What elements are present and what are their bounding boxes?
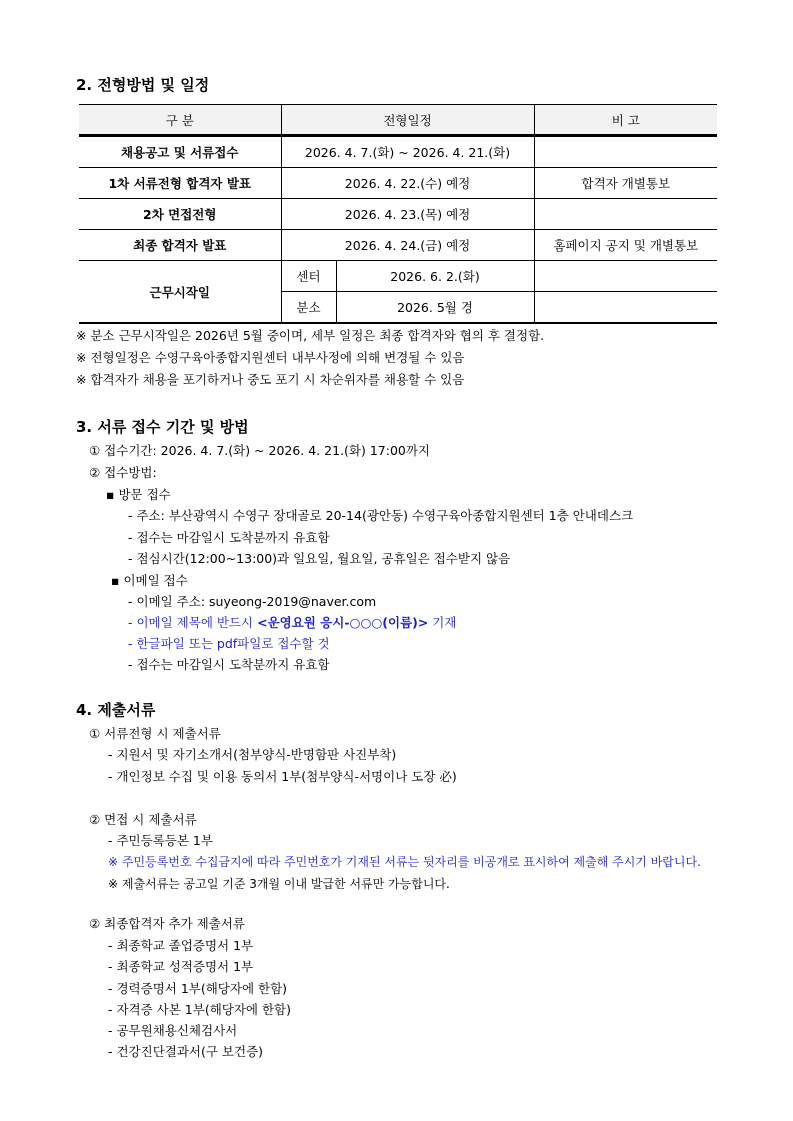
email-address: - 이메일 주소: suyeong-2019@naver.com [128,594,377,609]
header-category: 구 분 [79,105,281,136]
doc2-privacy-note: ※ 주민등록번호 수집금지에 따라 주민번호가 기재된 서류는 뒷자리를 비공개로 표시하여 제출해 주시기 바랍니다. [108,855,701,869]
table-row [79,168,717,199]
row-schedule: 2026. 4. 24.(금) 예정 [281,230,534,261]
start-label: 근무시작일 [79,261,281,324]
schedule-note-1: ※ 분소 근무시작일은 2026년 5월 중이며, 세부 일정은 최종 합격자와 협의 후 결정함. [76,328,545,343]
doc3-item: - 최종학교 졸업증명서 1부 [108,938,254,953]
section-2-title: 2. 전형방법 및 일정 [76,76,210,94]
section-3-title: 3. 서류 접수 기간 및 방법 [76,418,249,436]
doc3-title: ② 최종합격자 추가 제출서류 [89,916,245,931]
doc2-validity-note: ※ 제출서류는 공고일 기준 3개월 이내 발급한 서류만 가능합니다. [108,877,450,891]
application-method: ② 접수방법: [89,465,157,480]
header-schedule: 전형일정 [281,105,534,136]
doc3-item: - 자격증 사본 1부(해당자에 한함) [108,1002,292,1017]
start-date: 2026. 5월 경 [336,292,534,324]
email-title: ▪ 이메일 접수 [111,573,188,588]
email-subject-format: <운영요원 응시-○○○(이름)> [257,615,429,630]
start-note [534,292,717,324]
visit-address: - 주소: 부산광역시 수영구 장대골로 20-14(광안동) 수영구육아종합지원센터 1층 안내데스크 [128,508,634,523]
table-row [79,199,717,230]
visit-closed-hours: - 점심시간(12:00~13:00)과 일요일, 월요일, 공휴일은 접수받지 않음 [128,551,511,566]
row-label: 1차 서류전형 합격자 발표 [79,168,281,199]
header-note: 비 고 [534,105,717,136]
doc1-item: - 개인정보 수집 및 이용 동의서 1부(첨부양식-서명이나 도장 必) [108,769,457,784]
start-note [534,261,717,292]
row-label: 최종 합격자 발표 [79,230,281,261]
doc2-item: - 주민등록등본 1부 [108,833,213,848]
row-label: 채용공고 및 서류접수 [79,136,281,168]
row-note [534,199,717,230]
table-header-row [79,105,717,136]
schedule-note-2: ※ 전형일정은 수영구육아종합지원센터 내부사정에 의해 변경될 수 있음 [76,350,465,365]
row-note: 홈페이지 공지 및 개별통보 [534,230,717,261]
doc3-item: - 공무원채용신체검사서 [108,1023,238,1038]
email-subject-suffix: 기재 [428,615,457,630]
start-date: 2026. 6. 2.(화) [336,261,534,292]
start-place: 센터 [281,261,336,292]
table-row [79,230,717,261]
doc3-item: - 건강진단결과서(구 보건증) [108,1044,264,1059]
doc3-item: - 최종학교 성적증명서 1부 [108,959,254,974]
doc3-item: - 경력증명서 1부(해당자에 한함) [108,981,288,996]
table-row [79,136,717,168]
row-schedule: 2026. 4. 7.(화) ~ 2026. 4. 21.(화) [281,136,534,168]
email-deadline: - 접수는 마감일시 도착분까지 유효함 [128,657,330,672]
email-file-format: - 한글파일 또는 pdf파일로 접수할 것 [128,636,330,651]
row-schedule: 2026. 4. 22.(수) 예정 [281,168,534,199]
application-period: ① 접수기간: 2026. 4. 7.(화) ~ 2026. 4. 21.(화) 17:00까지 [89,443,431,458]
schedule-table [79,104,717,324]
schedule-note-3: ※ 합격자가 채용을 포기하거나 중도 포기 시 차순위자를 채용할 수 있음 [76,372,465,387]
table-row [79,261,717,292]
row-note: 합격자 개별통보 [534,168,717,199]
row-note [534,136,717,168]
doc1-item: - 지원서 및 자기소개서(첨부양식-반명함판 사진부착) [108,747,397,762]
doc2-title: ② 면접 시 제출서류 [89,812,197,827]
visit-deadline: - 접수는 마감일시 도착분까지 유효함 [128,530,330,545]
row-schedule: 2026. 4. 23.(목) 예정 [281,199,534,230]
email-subject-prefix: - 이메일 제목에 반드시 [128,615,258,630]
section-4-title: 4. 제출서류 [76,701,156,719]
visit-title: ▪ 방문 접수 [106,487,171,502]
start-place: 분소 [281,292,336,324]
doc1-title: ① 서류전형 시 제출서류 [89,726,221,741]
email-subject-line [128,613,456,631]
row-label: 2차 면접전형 [79,199,281,230]
